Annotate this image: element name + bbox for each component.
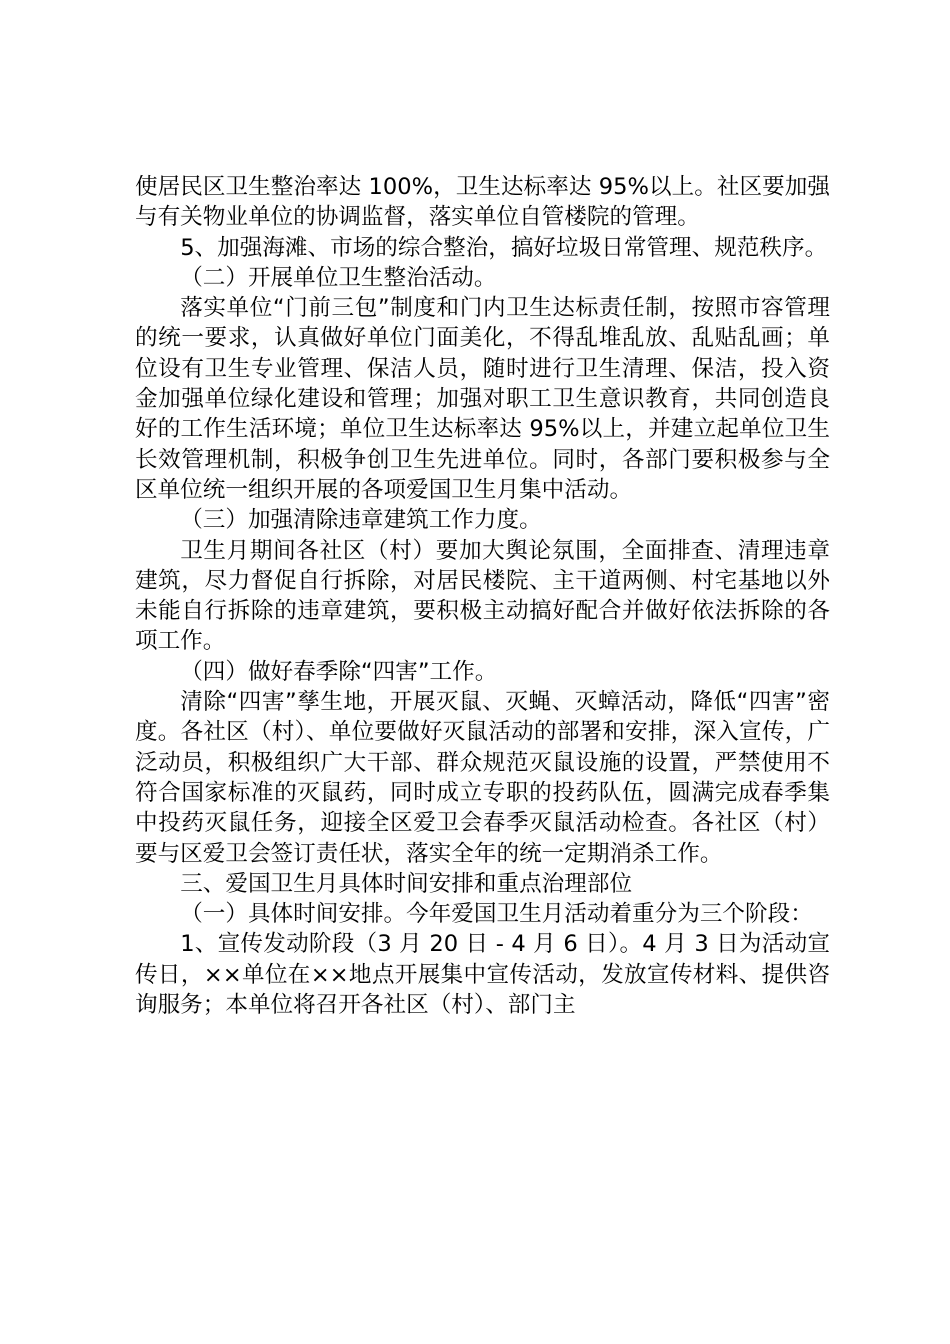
heading-illegal-buildings: （三）加强清除违章建筑工作力度。 bbox=[180, 507, 542, 534]
paragraph-unit-responsibility: 落实单位“门前三包”制度和门内卫生达标责任制，按照市容管理的统一要求，认真做好单位门面美化，不得乱堆乱放、乱贴乱画；单位设有卫生专业管理、保洁人员，随时进行卫生清理、保洁，投入资金加强单位绿化建设和管理；加强对职工卫生意识教育，共同创造良好的工作生活环境；单位卫生达标率达 95%以上，并建立起单位卫生长效管理机制，积极争创卫生先进单位。同时，各部门要积极参与全区单位统一组织开展的各项爱国卫生月集中活动。 bbox=[135, 295, 830, 503]
paragraph-beach-market: 5、加强海滩、市场的综合整治，搞好垃圾日常管理、规范秩序。 bbox=[180, 234, 828, 261]
paragraph-illegal-buildings: 卫生月期间各社区（村）要加大舆论氛围，全面排查、清理违章建筑，尽力督促自行拆除，对居民楼院、主干道两侧、村宅基地以外未能自行拆除的违章建筑，要积极主动搞好配合并做好依法拆除的各项工作。 bbox=[135, 537, 830, 655]
heading-four-pests: （四）做好春季除“四害”工作。 bbox=[180, 658, 498, 685]
paragraph-schedule-phases: （一）具体时间安排。今年爱国卫生月活动着重分为三个阶段： bbox=[180, 901, 813, 928]
document-body bbox=[135, 172, 830, 1020]
paragraph-four-pests: 清除“四害”孳生地，开展灭鼠、灭蝇、灭蟑活动，降低“四害”密度。各社区（村）、单位要做好灭鼠活动的部署和安排，深入宣传，广泛动员，积极组织广大干部、群众规范灭鼠设施的设置，严禁使用不符合国家标准的灭鼠药，同时成立专职的投药队伍，圆满完成春季集中投药灭鼠任务，迎接全区爱卫会春季灭鼠活动检查。各社区（村）要与区爱卫会签订责任状，落实全年的统一定期消杀工作。 bbox=[135, 689, 830, 867]
heading-unit-sanitation: （二）开展单位卫生整治活动。 bbox=[180, 264, 497, 291]
heading-schedule-section: 三、爱国卫生月具体时间安排和重点治理部位 bbox=[180, 870, 633, 897]
paragraph-publicity-phase: 1、宣传发动阶段（3 月 20 日 - 4 月 6 日）。4 月 3 日为活动宣传日，××单位在××地点开展集中宣传活动，发放宣传材料、提供咨询服务；本单位将召开各社区（村）、部门主 bbox=[135, 931, 830, 1019]
paragraph-sanitation-rate: 使居民区卫生整治率达 100%，卫生达标率达 95%以上。社区要加强与有关物业单位的协调监督，落实单位自管楼院的管理。 bbox=[135, 174, 830, 231]
